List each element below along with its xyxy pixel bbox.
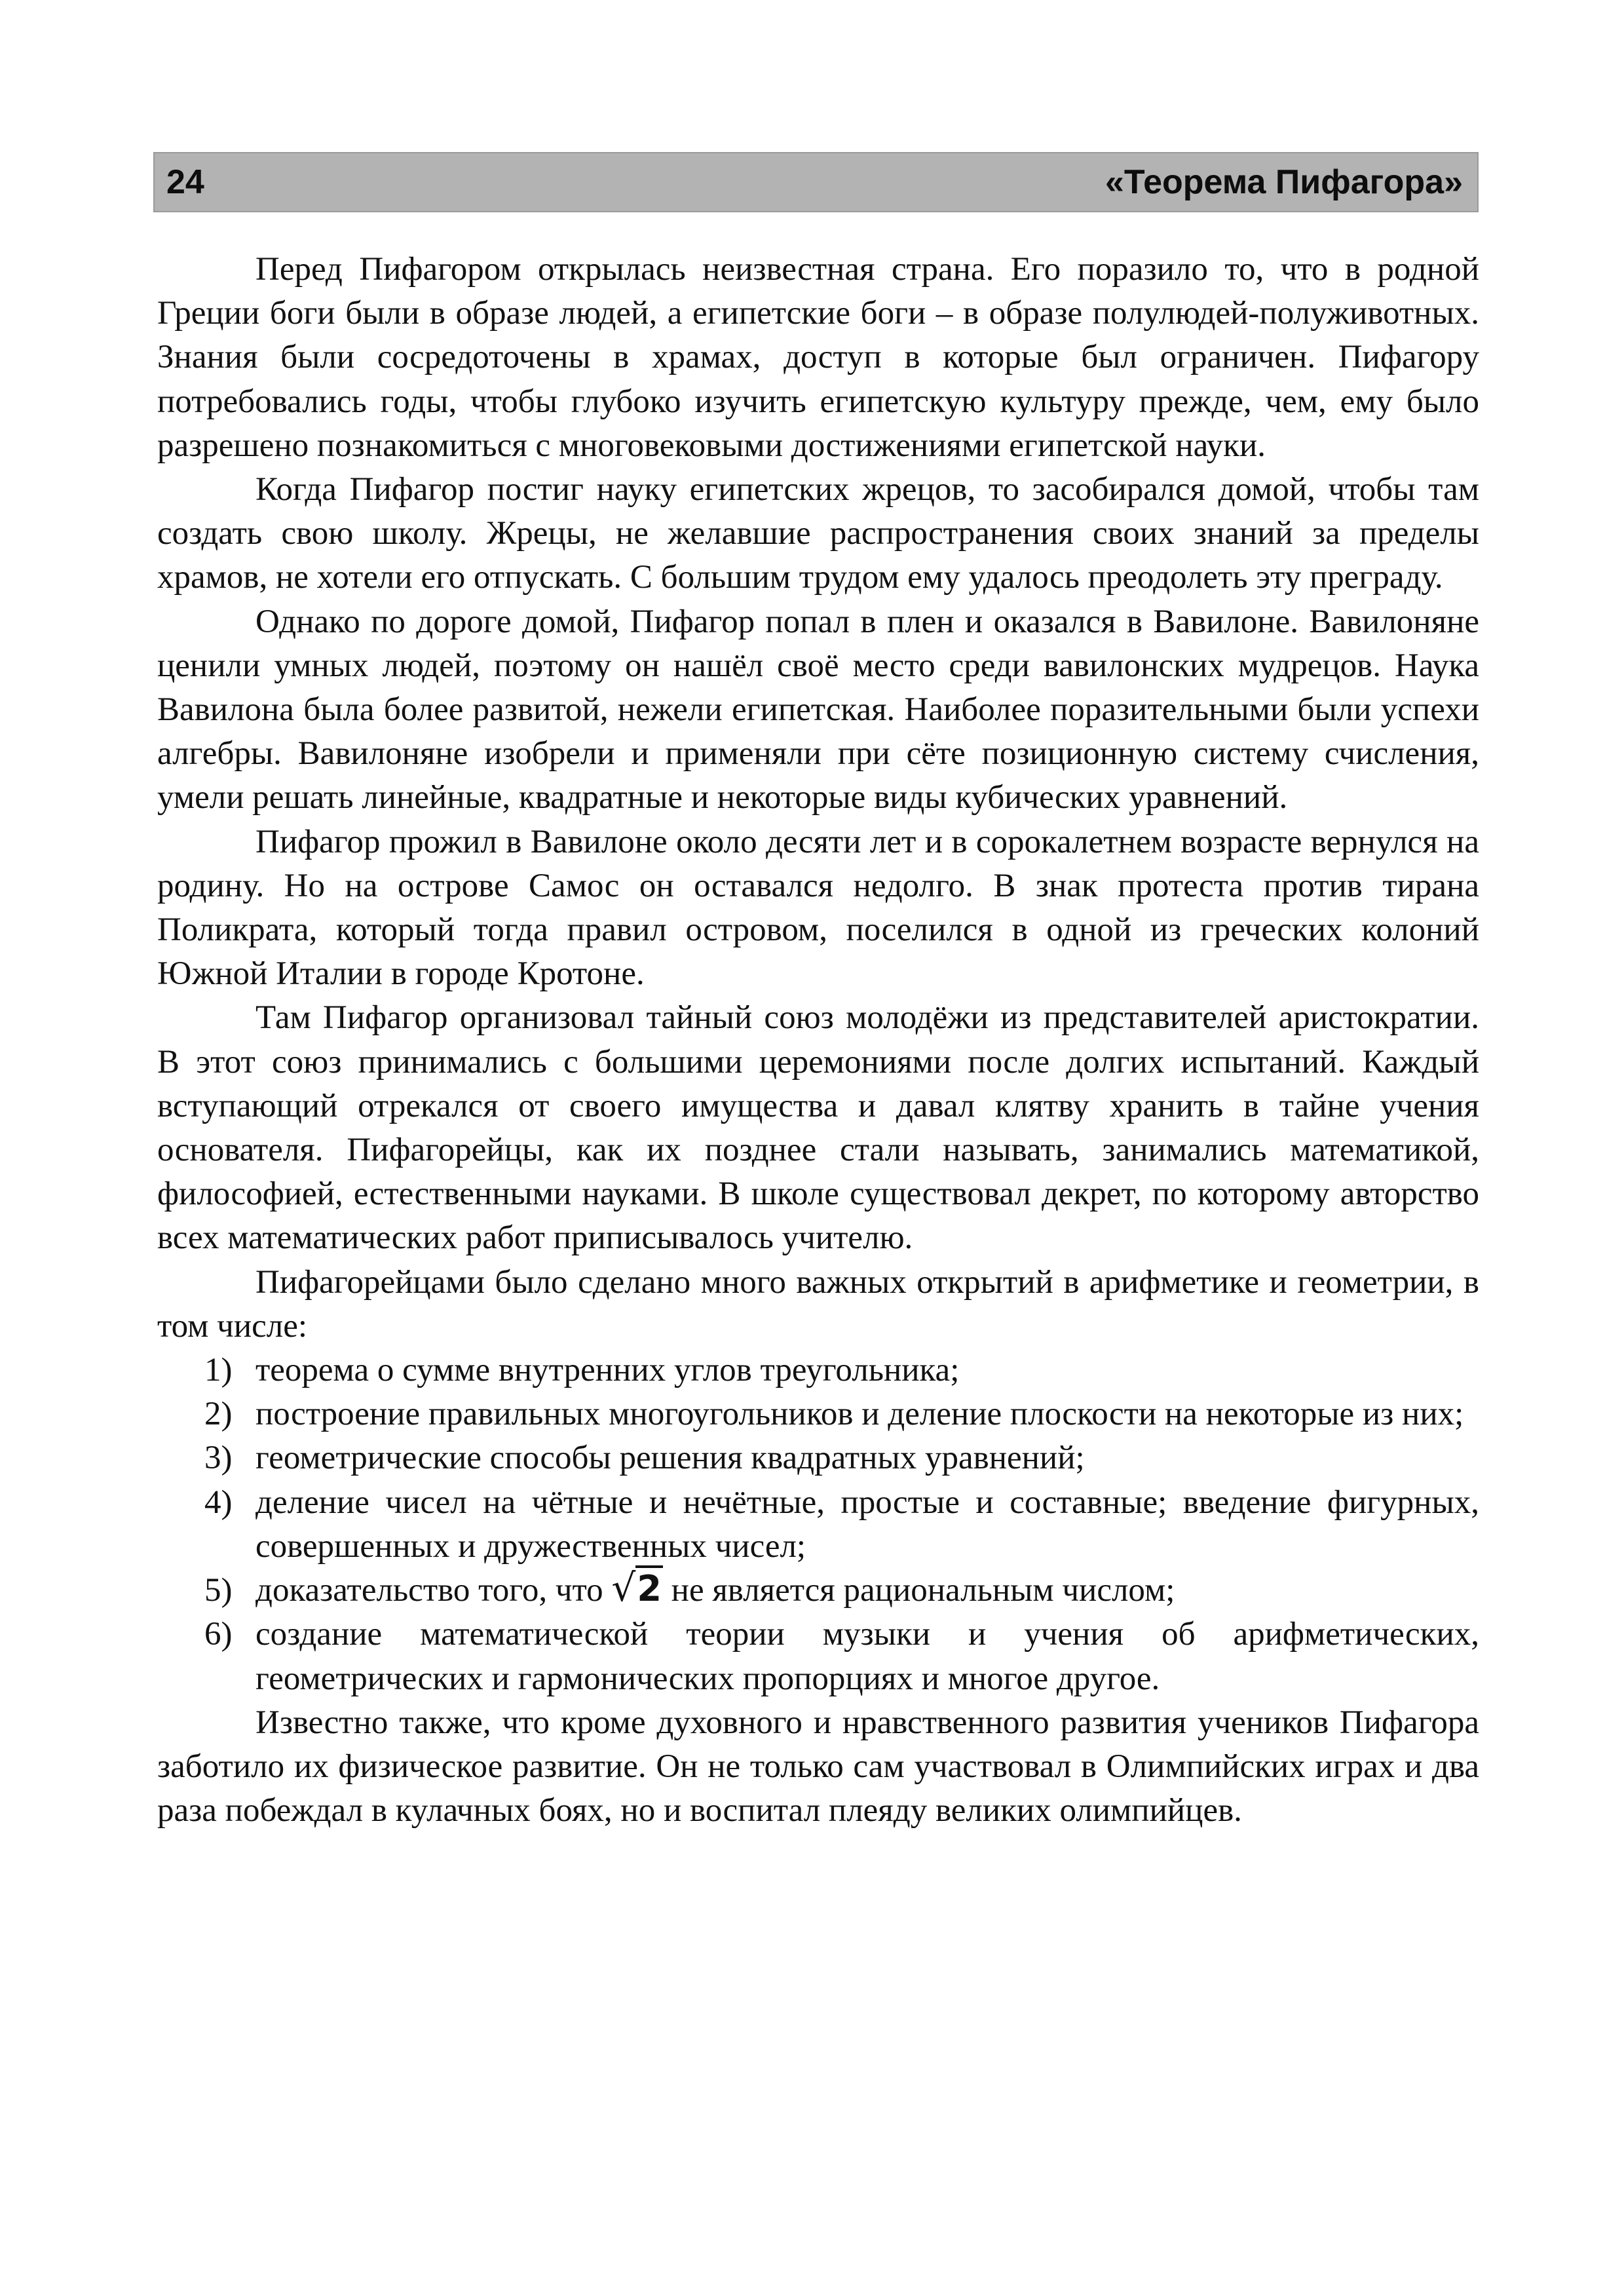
- list-item-number: 1): [204, 1352, 233, 1389]
- radical-argument: 2: [635, 1565, 663, 1609]
- list-item-text: построение правильных многоугольников и деление плоскости на некоторые из них;: [255, 1396, 1464, 1433]
- list-item-text: деление чисел на чётные и нечётные, простые и составные; введение фигурных, совершенных и дружественных чисел;: [255, 1483, 1479, 1565]
- list-item-number: 3): [204, 1440, 233, 1477]
- list-item-number: 2): [204, 1396, 233, 1433]
- list-item: [157, 1392, 1479, 1436]
- list-item-number: 5): [204, 1572, 233, 1609]
- page-body: [157, 248, 1479, 1833]
- discoveries-list: [157, 1349, 1479, 1701]
- list-item-number: 4): [204, 1483, 233, 1521]
- paragraph-3: Однако по дороге домой, Пифагор попал в плен и оказался в Вавилоне. Вавилоняне ценили умных людей, поэтому он нашёл своё место среди вавилонских мудрецов. Наука Вавилона была более развитой, нежели египетская. Наиболее поразительными были успехи алгебры. Вавилоняне изобрели и применяли при сёте позиционную систему счисления, умели решать линейные, квадратные и некоторые виды кубических уравнений.: [157, 603, 1479, 816]
- list-item-text: геометрические способы решения квадратных уравнений;: [255, 1440, 1085, 1477]
- radical-sign: √: [611, 1565, 636, 1611]
- list-item-text: теорема о сумме внутренних углов треугольника;: [255, 1352, 960, 1389]
- list-item-text-after: не является рациональным числом;: [671, 1572, 1175, 1609]
- list-item: [157, 1481, 1479, 1569]
- list-item: [157, 1613, 1479, 1700]
- running-header: [153, 152, 1479, 212]
- list-item-text: создание математической теории музыки и учения об арифметических, геометрических и гармонических пропорциях и многое другое.: [255, 1616, 1479, 1697]
- list-item-number: 6): [204, 1616, 233, 1653]
- closing-paragraph: Известно также, что кроме духовного и нравственного развития учеников Пифагора заботило их физическое развитие. Он не только сам участвовал в Олимпийских играх и два раза побеждал в кулачных боях, но и воспитал плеяду великих олимпийцев.: [157, 1704, 1479, 1829]
- paragraph-1: Перед Пифагором открылась неизвестная страна. Его поразило то, что в родной Греции боги были в образе людей, а египетские боги – в образе полулюдей-полуживотных. Знания были сосредоточены в храмах, доступ в которые был ограничен. Пифагору потребовались годы, чтобы глубоко изучить египетскую культуру прежде, чем, ему было разрешено познакомиться с многовековыми достижениями египетской науки.: [157, 251, 1479, 464]
- list-item: [157, 1349, 1479, 1392]
- paragraph-5: Там Пифагор организовал тайный союз молодёжи из представителей аристократии. В этот союз принимались с большими церемониями после долгих испытаний. Каждый вступающий отрекался от своего имущества и давал клятву хранить в тайне учения основателя. Пифагорейцы, как их позднее стали называть, занимались математикой, философией, естественными науками. В школе существовал декрет, по которому авторство всех математических работ приписывалось учителю.: [157, 999, 1479, 1257]
- running-title: «Теорема Пифагора»: [1105, 163, 1463, 201]
- page-number: 24: [166, 163, 204, 201]
- list-item: [157, 1565, 1479, 1613]
- paragraph-4: Пифагор прожил в Вавилоне около десяти лет и в сорокалетнем возрасте вернулся на родину. Но на острове Самос он оставался недолго. В знак протеста против тирана Поликрата, который тогда правил островом, поселился в одной из греческих колоний Южной Италии в городе Кротоне.: [157, 823, 1479, 993]
- square-root-of-two: [611, 1565, 663, 1611]
- list-item-text-before: доказательство того, что: [255, 1572, 603, 1609]
- paragraph-2: Когда Пифагор постиг науку египетских жрецов, то засобирался домой, чтобы там создать свою школу. Жрецы, не желавшие распространения своих знаний за пределы храмов, не хотели его отпускать. С большим трудом ему удалось преодолеть эту преграду.: [157, 471, 1479, 596]
- list-item: [157, 1436, 1479, 1480]
- paragraph-6: Пифагорейцами было сделано много важных открытий в арифметике и геометрии, в том числе:: [157, 1263, 1479, 1345]
